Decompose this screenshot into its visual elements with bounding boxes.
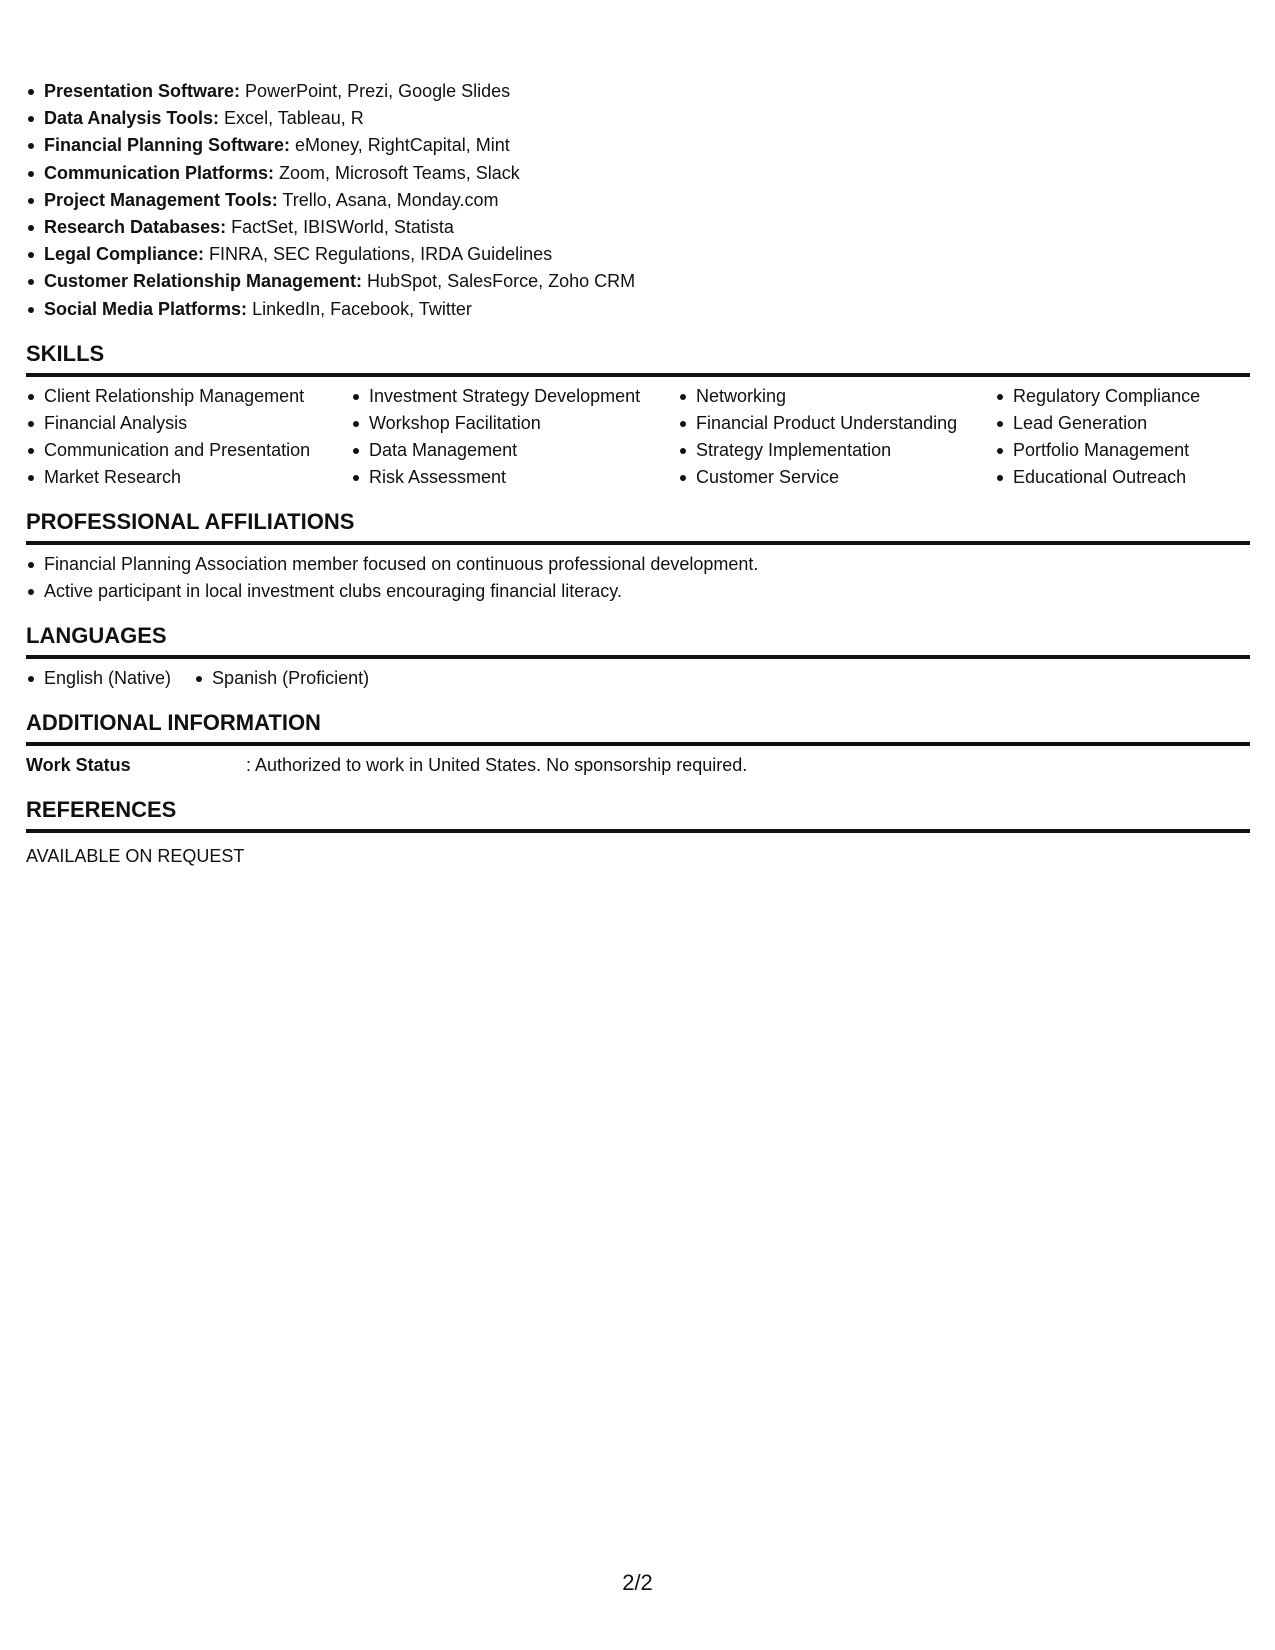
- tool-label: Legal Compliance:: [44, 244, 205, 265]
- affiliations-list: [26, 551, 1250, 605]
- skill-item: Risk Assessment: [351, 464, 678, 491]
- tool-item-legal-compliance: [26, 241, 1250, 268]
- affiliations-section: [26, 509, 1250, 605]
- skill-item: Data Management: [351, 437, 678, 464]
- language-item: English (Native): [26, 665, 171, 692]
- references-section: [26, 797, 1250, 870]
- languages-heading: LANGUAGES: [26, 623, 1250, 659]
- languages-list: [26, 665, 1250, 692]
- tool-value: HubSpot, SalesForce, Zoho CRM: [362, 271, 636, 292]
- language-item: Spanish (Proficient): [194, 665, 369, 692]
- skill-item: Networking: [678, 383, 995, 410]
- skills-grid: [26, 383, 1250, 491]
- tool-label: Customer Relationship Management:: [44, 271, 363, 292]
- additional-info-heading: ADDITIONAL INFORMATION: [26, 710, 1250, 746]
- skills-heading: SKILLS: [26, 341, 1250, 377]
- references-text: AVAILABLE ON REQUEST: [26, 845, 245, 866]
- tool-label: Research Databases:: [44, 217, 227, 238]
- tool-value: Zoom, Microsoft Teams, Slack: [274, 162, 520, 183]
- skill-item: Regulatory Compliance: [995, 383, 1250, 410]
- skill-item: Communication and Presentation: [26, 437, 351, 464]
- skill-item: Workshop Facilitation: [351, 410, 678, 437]
- skills-column: [26, 383, 351, 491]
- tool-item-project-management: [26, 187, 1250, 214]
- tool-value: FINRA, SEC Regulations, IRDA Guidelines: [204, 244, 553, 265]
- tool-value: Excel, Tableau, R: [219, 108, 364, 129]
- tool-label: Financial Planning Software:: [44, 135, 291, 156]
- work-status-row: [26, 752, 1250, 779]
- skills-column: [351, 383, 678, 491]
- tools-list: [26, 78, 1250, 323]
- skills-column: [678, 383, 995, 491]
- page-number: 2/2: [622, 1570, 653, 1595]
- affiliation-item: Financial Planning Association member focused on continuous professional development.: [26, 551, 1250, 578]
- tool-value: LinkedIn, Facebook, Twitter: [247, 298, 472, 319]
- affiliations-heading: PROFESSIONAL AFFILIATIONS: [26, 509, 1250, 545]
- skill-item: Strategy Implementation: [678, 437, 995, 464]
- tool-label: Project Management Tools:: [44, 189, 278, 210]
- tool-label: Data Analysis Tools:: [44, 108, 220, 129]
- affiliation-item: Active participant in local investment clubs encouraging financial literacy.: [26, 578, 1250, 605]
- skills-column: [995, 383, 1250, 491]
- additional-info-section: [26, 710, 1250, 779]
- tool-item-crm: [26, 268, 1250, 295]
- skill-item: Financial Product Understanding: [678, 410, 995, 437]
- skill-item: Market Research: [26, 464, 351, 491]
- tool-item-communication: [26, 160, 1250, 187]
- skills-section: [26, 341, 1250, 491]
- references-heading: REFERENCES: [26, 797, 1250, 833]
- tool-value: PowerPoint, Prezi, Google Slides: [240, 81, 511, 101]
- tool-value: eMoney, RightCapital, Mint: [290, 135, 510, 156]
- resume-page: [26, 78, 1250, 870]
- skill-item: Portfolio Management: [995, 437, 1250, 464]
- skill-item: Investment Strategy Development: [351, 383, 678, 410]
- tool-item-financial-planning: [26, 132, 1250, 159]
- tool-value: Trello, Asana, Monday.com: [277, 189, 499, 210]
- tool-item-presentation: [26, 78, 1250, 105]
- work-status-label: Work Status: [26, 754, 131, 775]
- tool-label: Presentation Software:: [44, 81, 241, 101]
- tool-label: Social Media Platforms:: [44, 298, 248, 319]
- tool-label: Communication Platforms:: [44, 162, 275, 183]
- skill-item: Educational Outreach: [995, 464, 1250, 491]
- skill-item: Financial Analysis: [26, 410, 351, 437]
- skill-item: Lead Generation: [995, 410, 1250, 437]
- languages-section: [26, 623, 1250, 692]
- work-status-value: : Authorized to work in United States. No sponsorship required.: [246, 754, 748, 775]
- tool-item-social-media: [26, 296, 1250, 323]
- tool-value: FactSet, IBISWorld, Statista: [226, 217, 454, 238]
- tool-item-research-databases: [26, 214, 1250, 241]
- tool-item-data-analysis: [26, 105, 1250, 132]
- skill-item: Customer Service: [678, 464, 995, 491]
- skill-item: Client Relationship Management: [26, 383, 351, 410]
